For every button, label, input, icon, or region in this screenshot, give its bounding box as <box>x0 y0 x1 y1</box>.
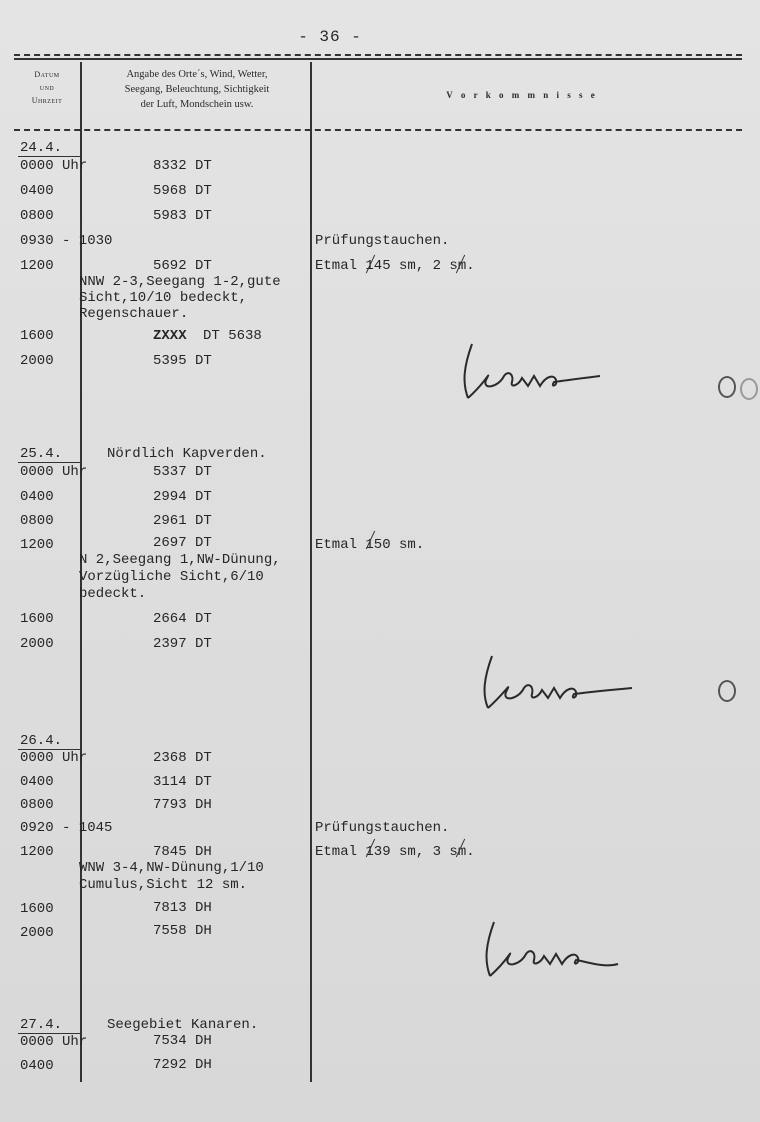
date-27-4: 27.4. <box>20 1017 63 1033</box>
place: Nördlich Kapverden. <box>107 446 267 462</box>
position: 2368 DT <box>153 750 212 766</box>
time: 0400 <box>20 774 54 790</box>
time: 2000 <box>20 636 54 652</box>
time: 0400 <box>20 489 54 505</box>
top-rule <box>14 54 742 56</box>
date-26-4: 26.4. <box>20 733 63 749</box>
position: 2697 DT <box>153 535 212 551</box>
position: DT 5638 <box>203 328 262 344</box>
position: 7813 DH <box>153 900 212 916</box>
header-datum: Datum und Uhrzeit <box>31 70 63 105</box>
time: 1600 <box>20 328 54 344</box>
time: 0800 <box>20 208 54 224</box>
date-underline <box>18 156 80 157</box>
time: 2000 <box>20 353 54 369</box>
header-angabe: Angabe des Orte´s, Wind, Wetter, Seegang, Beleuchtung, Sichtigkeit der Luft, Mondschein usw. <box>124 69 270 110</box>
position: 5337 DT <box>153 464 212 480</box>
time: 1600 <box>20 901 54 917</box>
event: Etmal 145 sm, 2 sm. <box>315 258 475 274</box>
time: 0930 - 1030 <box>20 233 113 249</box>
position: 2994 DT <box>153 489 212 505</box>
column-divider-angabe <box>310 62 312 1082</box>
time: 1200 <box>20 258 54 274</box>
date-underline <box>18 462 80 463</box>
time: 0000 Uhr <box>20 750 88 766</box>
signature-loewe <box>478 652 638 712</box>
position: 5395 DT <box>153 353 212 369</box>
event: Prüfungstauchen. <box>315 233 450 249</box>
position: 2397 DT <box>153 636 212 652</box>
punch-hole-mark <box>740 378 758 400</box>
weather-line: Regenschauer. <box>79 306 189 322</box>
weather-line: Sicht,10/10 bedeckt, <box>79 290 248 306</box>
time: 1200 <box>20 537 54 553</box>
position: 2664 DT <box>153 611 212 627</box>
place: Seegebiet Kanaren. <box>107 1017 259 1033</box>
position: 7292 DH <box>153 1057 212 1073</box>
time: 0800 <box>20 797 54 813</box>
weather-line: Cumulus,Sicht 12 sm. <box>79 877 248 893</box>
position: 5968 DT <box>153 183 212 199</box>
time: 0800 <box>20 513 54 529</box>
position: 3114 DT <box>153 774 212 790</box>
event: Etmal 150 sm. <box>315 537 425 553</box>
weather-line: bedeckt. <box>79 586 147 602</box>
weather-line: WNW 3-4,NW-Dünung,1/10 <box>79 860 264 876</box>
punch-hole-mark <box>718 376 736 398</box>
header-vorkommnisse: V o r k o m m n i s s e <box>446 90 598 100</box>
weather-line: NNW 2-3,Seegang 1-2,gute <box>79 274 281 290</box>
time: 0400 <box>20 1058 54 1074</box>
signature-loewe <box>458 340 608 402</box>
position: 7793 DH <box>153 797 212 813</box>
time: 0000 Uhr <box>20 158 88 174</box>
time: 1600 <box>20 611 54 627</box>
event: Prüfungstauchen. <box>315 820 450 836</box>
weather-line: Vorzügliche Sicht,6/10 <box>79 569 264 585</box>
time: 0000 Uhr <box>20 1034 88 1050</box>
position: 7534 DH <box>153 1033 212 1049</box>
date-25-4: 25.4. <box>20 446 63 462</box>
time: 2000 <box>20 925 54 941</box>
position: 7845 DH <box>153 844 212 860</box>
position: 7558 DH <box>153 923 212 939</box>
time: 0920 - 1045 <box>20 820 113 836</box>
signature-loewe <box>480 918 625 980</box>
position: 5692 DT <box>153 258 212 274</box>
struck-text: ZXXX <box>153 328 187 344</box>
time: 0000 Uhr <box>20 464 88 480</box>
position: 8332 DT <box>153 158 212 174</box>
punch-hole-mark <box>718 680 736 702</box>
page-number: - 36 - <box>298 28 362 46</box>
time: 1200 <box>20 844 54 860</box>
top-rule-double <box>14 58 742 60</box>
header-rule <box>14 129 742 131</box>
time: 0400 <box>20 183 54 199</box>
event: Etmal 139 sm, 3 sm. <box>315 844 475 860</box>
position: 2961 DT <box>153 513 212 529</box>
date-24-4: 24.4. <box>20 140 63 156</box>
position: 5983 DT <box>153 208 212 224</box>
weather-line: N 2,Seegang 1,NW-Dünung, <box>79 552 281 568</box>
